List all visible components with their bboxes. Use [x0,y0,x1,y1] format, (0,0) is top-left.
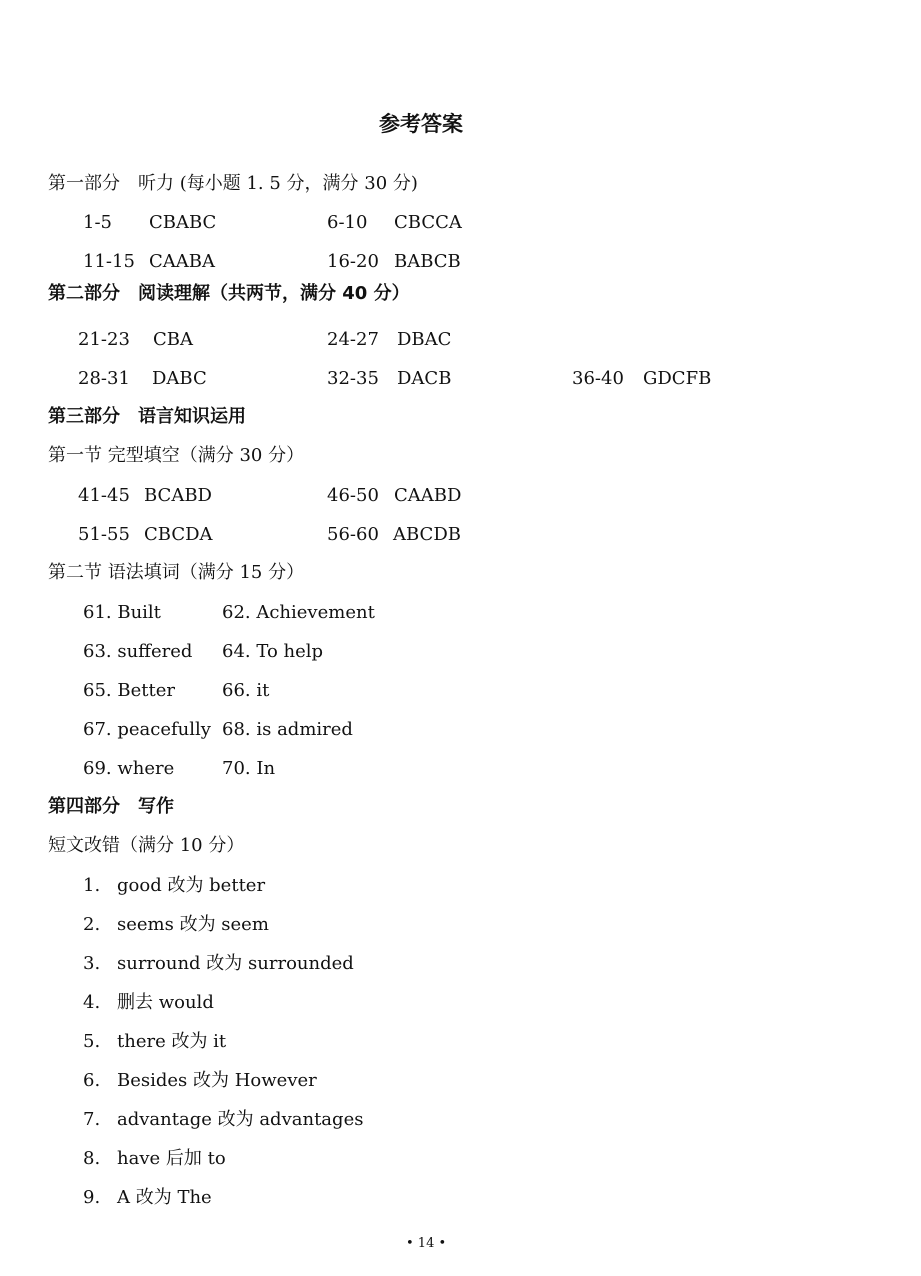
correction-item: surround 改为 surrounded [117,953,354,974]
correction-number: 6. [83,1070,101,1091]
correction-item: there 改为 it [117,1031,227,1052]
answer-range: 51-55 [78,524,130,545]
answer-key: BABCB [394,251,461,272]
answer-range: 36-40 [572,368,624,389]
correction-number: 7. [83,1109,101,1130]
answer-key: CBCDA [144,524,213,545]
grammar-answer: 67. peacefully [83,719,211,740]
correction-number: 5. [83,1031,101,1052]
answer-range: 32-35 [327,368,379,389]
grammar-answer: 63. suffered [83,641,193,662]
answer-key: CBABC [149,212,217,233]
correction-item: Besides 改为 However [117,1070,317,1091]
answer-key: CAABA [149,251,215,272]
grammar-answer: 65. Better [83,680,175,701]
correction-item: advantage 改为 advantages [117,1109,364,1130]
answer-range: 46-50 [327,485,379,506]
answer-range: 6-10 [327,212,368,233]
answer-key: CBA [153,329,193,350]
part2-heading: 第二部分 阅读理解（共两节，满分 40 分） [48,283,410,304]
grammar-answer: 69. where [83,758,175,779]
correction-item: good 改为 better [117,875,266,896]
answer-range: 28-31 [78,368,130,389]
correction-number: 3. [83,953,101,974]
correction-number: 4. [83,992,101,1013]
answer-range: 16-20 [327,251,379,272]
answer-key: GDCFB [643,368,712,389]
answer-range: 1-5 [83,212,112,233]
correction-number: 9. [83,1187,101,1208]
correction-number: 2. [83,914,101,935]
correction-number: 1. [83,875,101,896]
cloze-heading: 第一节 完型填空（满分 30 分） [48,445,305,466]
answer-key: DABC [152,368,207,389]
answer-range: 24-27 [327,329,379,350]
grammar-answer: 70. In [222,758,276,779]
answer-key: ABCDB [393,524,461,545]
answer-range: 21-23 [78,329,130,350]
answer-range: 11-15 [83,251,135,272]
grammar-answer: 61. Built [83,602,161,623]
page-number: • 14 • [406,1236,447,1251]
grammar-heading: 第二节 语法填词（满分 15 分） [48,562,305,583]
correction-number: 8. [83,1148,101,1169]
answer-key: DBAC [397,329,452,350]
correction-item: 删去 would [117,992,214,1013]
correction-item: A 改为 The [117,1187,212,1208]
answer-key: BCABD [144,485,212,506]
page-title: 参考答案 [379,112,463,136]
grammar-answer: 68. is admired [222,719,353,740]
part3-heading: 第三部分 语言知识运用 [48,406,246,427]
part4-heading: 第四部分 写作 [48,796,174,817]
answer-key: DACB [397,368,452,389]
answer-key: CBCCA [394,212,462,233]
answer-range: 41-45 [78,485,130,506]
answer-range: 56-60 [327,524,379,545]
correction-item: have 后加 to [117,1148,226,1169]
grammar-answer: 66. it [222,680,270,701]
part1-heading: 第一部分 听力 (每小题 1. 5 分，满分 30 分) [48,173,418,194]
correction-heading: 短文改错（满分 10 分） [48,835,245,856]
answer-key: CAABD [394,485,462,506]
correction-item: seems 改为 seem [117,914,269,935]
grammar-answer: 64. To help [222,641,324,662]
grammar-answer: 62. Achievement [222,602,375,623]
